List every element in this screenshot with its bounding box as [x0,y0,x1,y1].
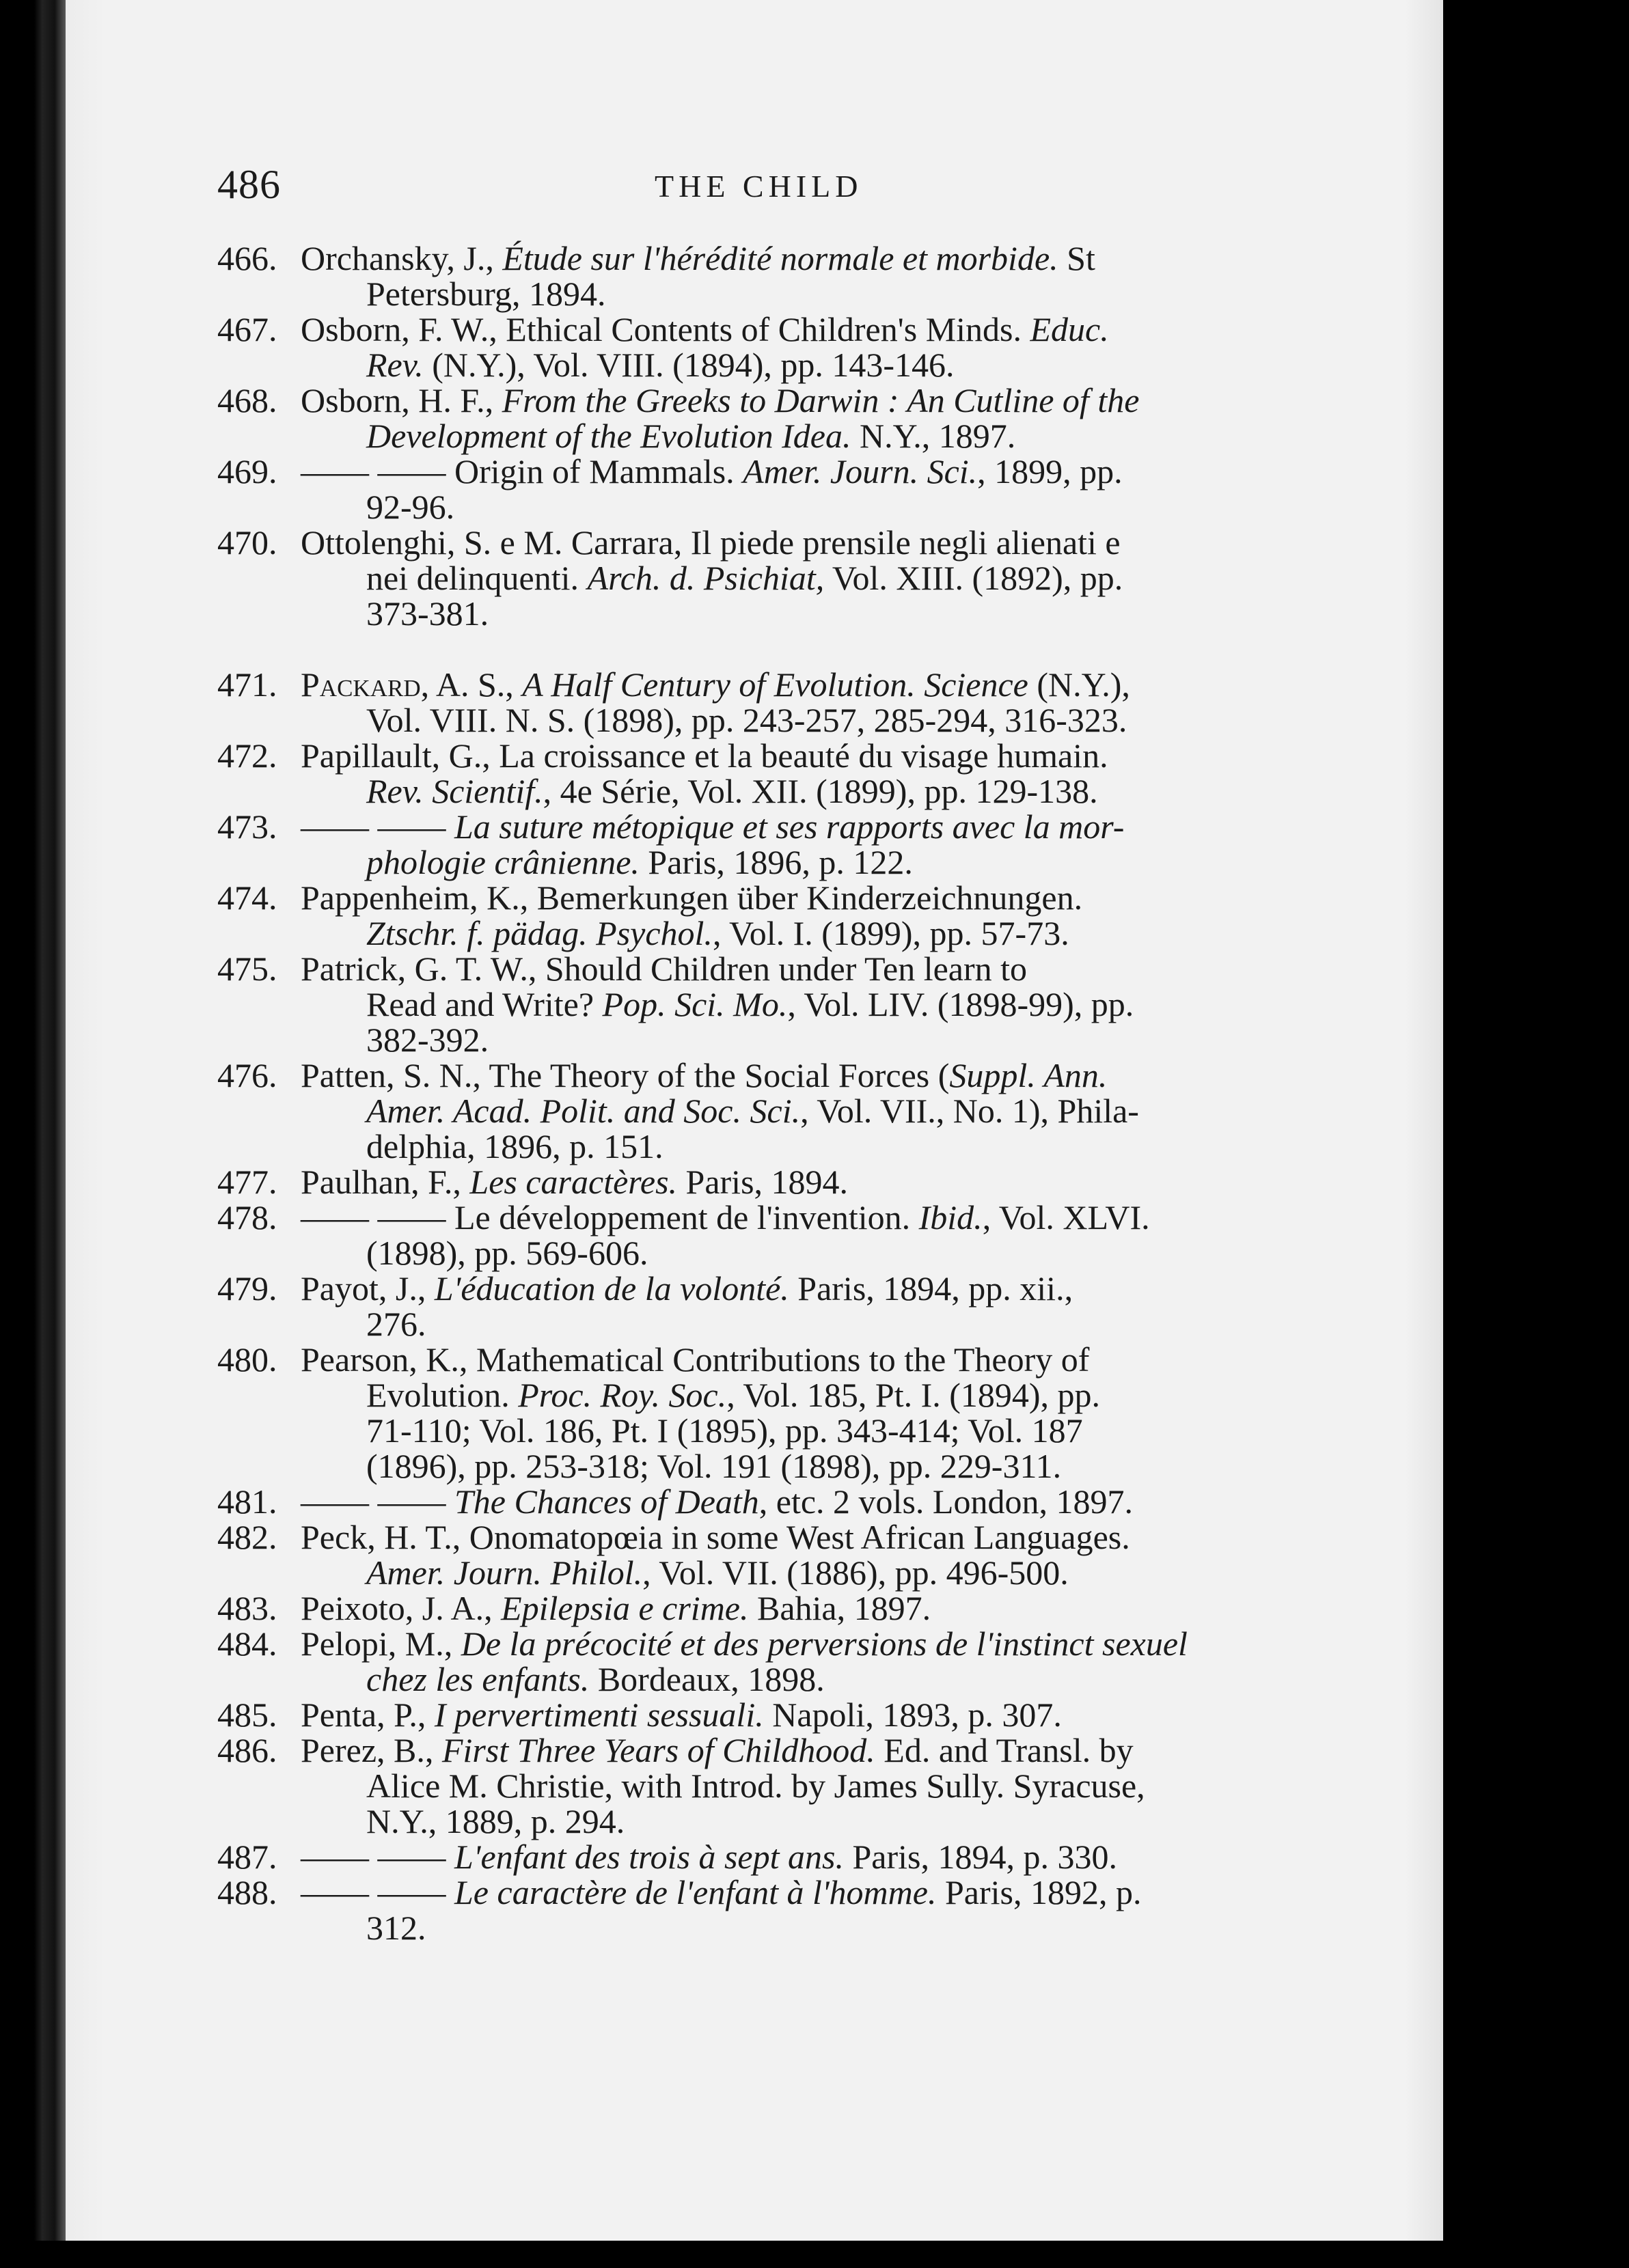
bibliography-entry [217,1626,1311,1697]
bibliography-entry [217,1164,1311,1200]
bibliography-entry [217,951,1311,1057]
scan-border-left [0,0,66,2268]
bibliography-entry [217,383,1311,454]
entry-number: 481. [217,1482,277,1521]
bibliography-entry [217,1697,1311,1732]
entry-line: Rev. Scientif., 4e Série, Vol. XII. (1899), pp. 129-138. [366,772,1098,810]
entry-line: —— —— Le développement de l'invention. Ibid., Vol. XLVI. [301,1198,1150,1236]
bibliography-entry [217,312,1311,383]
entry-line: Osborn, F. W., Ethical Contents of Children's Minds. Educ. [301,310,1109,348]
entry-line: phologie crânienne. Paris, 1896, p. 122. [366,843,913,881]
entry-line: 276. [366,1305,426,1343]
entry-number: 475. [217,950,277,988]
entry-line: Amer. Journ. Philol., Vol. VII. (1886), pp. 496-500. [366,1553,1069,1592]
entry-line: —— —— La suture métopique et ses rapports avec la mor- [301,807,1125,846]
bibliography-entry [217,1875,1311,1946]
scan-border-right [1443,0,1629,2268]
entry-line: Orchansky, J., Étude sur l'hérédité normale et morbide. St [301,239,1095,277]
entry-number: 468. [217,381,277,419]
entry-number: 486. [217,1731,277,1769]
scan-border-bottom [0,2241,1629,2268]
bibliography-entry [217,809,1311,880]
entry-line: —— —— L'enfant des trois à sept ans. Paris, 1894, p. 330. [301,1838,1117,1876]
entry-line: Perez, B., First Three Years of Childhood. Ed. and Transl. by [301,1731,1134,1769]
bibliography-entry [217,1271,1311,1342]
bibliography-entry [217,1342,1311,1484]
entry-number: 485. [217,1696,277,1734]
entry-line: 312. [366,1909,426,1947]
entry-line: Paulhan, F., Les caractères. Paris, 1894. [301,1163,849,1201]
bibliography-entry [217,1519,1311,1590]
entry-line: Rev. (N.Y.), Vol. VIII. (1894), pp. 143-146. [366,346,955,384]
entry-line: Development of the Evolution Idea. N.Y., 1897. [366,417,1016,455]
entry-line: Pappenheim, K., Bemerkungen über Kinderzeichnungen. [301,879,1083,917]
bibliography-entry [217,1057,1311,1164]
entry-line: Papillault, G., La croissance et la beauté du visage humain. [301,736,1108,775]
entry-line: Petersburg, 1894. [366,275,606,313]
bibliography-entry [217,240,1311,312]
entry-line: Pearson, K., Mathematical Contributions to the Theory of [301,1340,1090,1379]
entry-line: (1896), pp. 253-318; Vol. 191 (1898), pp. 229-311. [366,1447,1062,1485]
entry-number: 482. [217,1518,277,1556]
entry-number: 470. [217,523,277,562]
bibliography-list [217,240,1311,1946]
entry-line: 382-392. [366,1021,489,1059]
entry-number: 483. [217,1589,277,1627]
entry-line: —— —— Le caractère de l'enfant à l'homme. Paris, 1892, p. [301,1873,1142,1911]
entry-line: Patrick, G. T. W., Should Children under Ten learn to [301,950,1028,988]
bibliography-entry [217,1732,1311,1839]
section-gap [217,631,1311,667]
entry-line: Penta, P., I pervertimenti sessuali. Napoli, 1893, p. 307. [301,1696,1062,1734]
entry-number: 476. [217,1056,277,1094]
entry-line: Patten, S. N., The Theory of the Social Forces (Suppl. Ann. [301,1056,1108,1094]
entry-line: Osborn, H. F., From the Greeks to Darwin : An Cutline of the [301,381,1140,419]
bibliography-entry [217,1839,1311,1875]
entry-line: Payot, J., L'éducation de la volonté. Paris, 1894, pp. xii., [301,1269,1073,1308]
bibliography-entry [217,1484,1311,1519]
entry-number: 473. [217,807,277,846]
entry-line: Read and Write? Pop. Sci. Mo., Vol. LIV. (1898-99), pp. [366,985,1134,1023]
entry-number: 488. [217,1873,277,1911]
entry-line: —— —— The Chances of Death, etc. 2 vols. London, 1897. [301,1482,1133,1521]
entry-line: Ztschr. f. pädag. Psychol., Vol. I. (1899), pp. 57-73. [366,914,1069,952]
entry-line: chez les enfants. Bordeaux, 1898. [366,1660,825,1698]
entry-line: Peixoto, J. A., Epilepsia e crime. Bahia, 1897. [301,1589,931,1627]
entry-number: 484. [217,1624,277,1663]
entry-number: 466. [217,239,277,277]
bibliography-entry [217,1590,1311,1626]
entry-line: Amer. Acad. Polit. and Soc. Sci., Vol. VII., No. 1), Phila- [366,1092,1139,1130]
entry-line: N.Y., 1889, p. 294. [366,1802,625,1840]
entry-line: Pelopi, M., De la précocité et des perversions de l'instinct sexuel [301,1624,1188,1663]
bibliography-entry [217,454,1311,525]
entry-line: 71-110; Vol. 186, Pt. I (1895), pp. 343-414; Vol. 187 [366,1411,1083,1450]
bibliography-entry [217,667,1311,738]
entry-number: 478. [217,1198,277,1236]
bibliography-entry [217,1200,1311,1271]
entry-number: 472. [217,736,277,775]
entry-number: 477. [217,1163,277,1201]
entry-line: 92-96. [366,488,455,526]
entry-line: Peck, H. T., Onomatopœia in some West African Languages. [301,1518,1130,1556]
entry-number: 479. [217,1269,277,1308]
entry-line: —— —— Origin of Mammals. Amer. Journ. Sci., 1899, pp. [301,452,1123,490]
running-head [217,161,1311,209]
entry-number: 487. [217,1838,277,1876]
entry-number: 467. [217,310,277,348]
entry-line: (1898), pp. 569-606. [366,1234,648,1272]
entry-number: 474. [217,879,277,917]
bibliography-entry [217,525,1311,631]
entry-number: 480. [217,1340,277,1379]
entry-number: 469. [217,452,277,490]
entry-number: 471. [217,665,277,704]
running-title: THE CHILD [655,169,863,204]
page-number: 486 [217,162,281,207]
entry-line: Evolution. Proc. Roy. Soc., Vol. 185, Pt. I. (1894), pp. [366,1376,1101,1414]
bibliography-entry [217,738,1311,809]
bibliography-entry [217,880,1311,951]
entry-line: Vol. VIII. N. S. (1898), pp. 243-257, 285-294, 316-323. [366,701,1127,739]
entry-line: delphia, 1896, p. 151. [366,1127,663,1165]
entry-line: nei delinquenti. Arch. d. Psichiat, Vol. XIII. (1892), pp. [366,559,1123,597]
entry-line: Alice M. Christie, with Introd. by James Sully. Syracuse, [366,1767,1145,1805]
entry-line: Ottolenghi, S. e M. Carrara, Il piede prensile negli alienati e [301,523,1121,562]
entry-line: 373-381. [366,594,489,633]
entry-line: Packard, A. S., A Half Century of Evolution. Science (N.Y.), [301,665,1130,704]
